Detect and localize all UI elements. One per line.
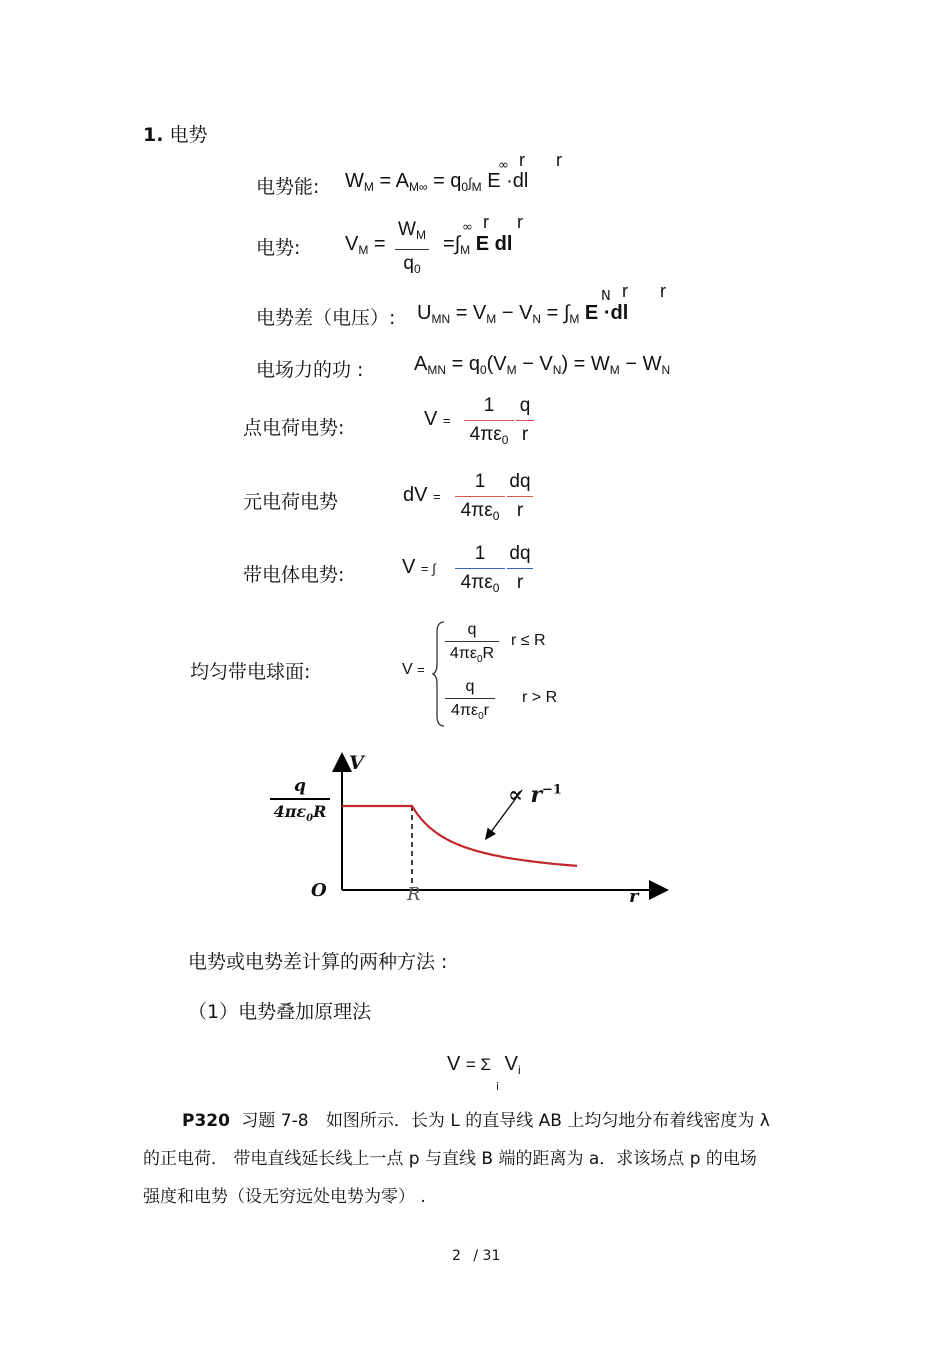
work-label: 电场力的功 : <box>256 359 364 381</box>
point-charge-lhs: V = <box>424 408 451 430</box>
problem-line-1: P320 习题 7-8 如图所示．长为 L 的直导线 AB 上均匀地分布着线密度为 λ <box>182 1111 770 1131</box>
charged-body-frac2: dq r <box>507 542 533 595</box>
potential-curve <box>342 806 577 866</box>
point-charge-label: 点电荷电势: <box>243 417 345 439</box>
work-formula: $A_{MN} = q_0(V_M - V_N) = W_M - W_N$ <box>414 353 671 377</box>
voltage-int-upper: N <box>601 289 611 304</box>
problem-line-3: 强度和电势（设无穷远处电势为零） . <box>143 1187 426 1207</box>
voltage-vec-r1: r <box>622 281 628 301</box>
page-total: / 31 <box>473 1248 501 1264</box>
point-charge-frac1: 1 $4\pi\varepsilon_0$ <box>464 394 514 452</box>
potential-lhs: $V_M$ = <box>345 233 386 257</box>
potential-energy-label: 电势能: <box>256 176 320 198</box>
potential-energy-int-upper: ∞ <box>498 158 509 173</box>
potential-vec-r1: r <box>483 212 489 232</box>
sphere-case1-condition: r ≤ R <box>511 632 546 649</box>
section-title: 电势 <box>169 124 208 146</box>
graph-r-mark: R <box>407 884 421 905</box>
element-charge-label: 元电荷电势 <box>243 491 339 513</box>
methods-heading: 电势或电势差计算的两种方法 : <box>188 951 448 973</box>
potential-fraction: $W_M$ $q_0$ <box>395 218 429 281</box>
potential-vec-r2: r <box>517 212 523 232</box>
superposition-formula: V = Σ $V_i$ <box>447 1053 521 1077</box>
potential-integral: $=\int_M$ E dl <box>443 233 513 257</box>
graph-y-axis-label: V <box>349 752 364 774</box>
sphere-label: 均匀带电球面: <box>190 661 311 683</box>
voltage-formula: $U_{MN} = V_M - V_N = \int_M$ E ·dl <box>417 302 629 326</box>
graph-annotation: ∝ $r^{-1}$ <box>508 782 562 808</box>
element-charge-frac2: dq r <box>507 470 533 523</box>
charged-body-label: 带电体电势: <box>243 564 345 586</box>
sphere-brace <box>432 620 446 728</box>
page-footer <box>452 1248 500 1264</box>
charged-body-frac1: 1 $4\pi\varepsilon_0$ <box>455 542 505 600</box>
element-charge-lhs: dV = <box>403 484 441 506</box>
sphere-case1-frac: q $4\pi\varepsilon_0R$ <box>445 620 499 669</box>
graph-y-value: q $4\pi\varepsilon_0R$ <box>270 776 330 829</box>
potential-energy-vec-r2: r <box>556 150 562 170</box>
charged-body-lhs: V = ∫ <box>402 556 436 578</box>
potential-int-upper: ∞ <box>462 220 473 235</box>
point-charge-frac2: q r <box>516 394 534 447</box>
superposition-sum-sub: i <box>496 1080 500 1093</box>
sphere-case2-condition: r > R <box>522 689 558 706</box>
voltage-label: 电势差（电压）: <box>256 307 396 329</box>
element-charge-frac1: 1 $4\pi\varepsilon_0$ <box>455 470 505 528</box>
page-number: 2 <box>452 1248 461 1264</box>
potential-label: 电势: <box>256 237 301 259</box>
graph-x-axis-label: r <box>629 886 639 907</box>
voltage-vec-r2: r <box>660 281 666 301</box>
sphere-case2-frac: q $4\pi\varepsilon_0r$ <box>445 677 495 726</box>
method-1: （1）电势叠加原理法 <box>188 1001 372 1023</box>
section-heading <box>143 120 208 147</box>
potential-energy-vec-r1: r <box>519 150 525 170</box>
sphere-lhs: V = <box>402 661 425 678</box>
problem-line-2: 的正电荷． 带电直线延长线上一点 p 与直线 B 端的距离为 a．求该场点 p 的电场 <box>143 1149 757 1169</box>
section-number: 1. <box>143 124 164 146</box>
graph-origin-label: O <box>311 880 327 901</box>
potential-energy-formula: $W_M = A_{M\infty} = q_0\int_M$ E ·dl <box>345 170 529 194</box>
